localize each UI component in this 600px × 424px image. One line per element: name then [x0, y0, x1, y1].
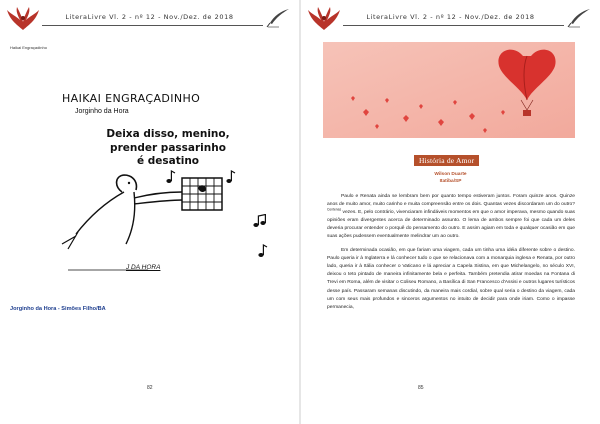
- page-number: 85: [418, 385, 424, 391]
- breadcrumb: Haikai Engraçadinho: [10, 45, 47, 50]
- artist-signature: J DA HORA: [126, 264, 161, 271]
- paragraph: Em determinada ocasião, em que fariam uma viagem, cada um tinha uma idéia diferente sobre o destino. Paulo queria ir à Inglaterra e lá conhecer tudo o que se relacionava com a monarquia inglesa e Renata, por outro lado, queria ir à Itália conhecer o Vaticano e lá apreciar a Capela Sistina, em que Michelangelo, no século XVI, deixou o teto pintado de maneira infinitamente bela e perfeita. Também pretendia atirar moedas na Fontana di Trevi em Roma, além de visitar o Coliseu Romano, a Basílica di San Francesco d'Assisi e outros lugares turísticos desse país. Passaram semanas discutindo, da maneira mais cordial, sobre qual seria o destino da viagem, cada um com seus mais profundos e sinceros argumentos no intuito de decidir para onde iriam. Como o impasse permanecia,: [327, 248, 575, 310]
- verse-line: prender passarinho: [110, 141, 226, 154]
- poem-title: HAIKAI ENGRAÇADINHO: [62, 92, 201, 105]
- author-caption: Jorginho da Hora - Simões Filho/BA: [10, 306, 106, 312]
- story-location: Itatiba/SP: [439, 179, 462, 184]
- quill-pen-icon: [566, 8, 592, 28]
- poem-verse: [88, 128, 248, 169]
- music-note-icon: [253, 214, 267, 228]
- page-header: [307, 6, 594, 32]
- right-page: [301, 0, 600, 424]
- paragraph: [327, 193, 575, 242]
- music-note-icon: [258, 244, 268, 258]
- story-title: História de Amor: [414, 155, 479, 166]
- quill-pen-icon: [265, 8, 291, 28]
- left-page: [0, 0, 299, 424]
- poem-illustration: [48, 84, 288, 284]
- verse-line: Deixa disso, menino,: [106, 128, 230, 140]
- verse-line: é desatino: [136, 155, 200, 167]
- header-rule: [42, 25, 263, 26]
- footnote-mark: Centenas: [327, 207, 342, 212]
- header-title: LiteraLivre Vl. 2 - nº 12 - Nov./Dez. de 2018: [366, 13, 535, 21]
- music-note-icon: [226, 170, 236, 184]
- page-number: 82: [147, 385, 153, 391]
- paragraph-text: vezes. E, pelo contrário, vivenciaram infindáveis momentos em que o amor imperava, mesmo quando suas opiniões eram divergentes acerca de determinado assunto. O lema de ambos sempre foi que cada um deles deveria procurar entender o porquê do pensamento do outro. E assim agiam em toda e qualquer ocasião em que suas ações pudessem eventualmente melindrar um ao outro.: [327, 210, 576, 240]
- heart-balloon-illustration: [323, 42, 575, 138]
- story-body: [327, 193, 575, 317]
- header-title: LiteraLivre Vl. 2 - nº 12 - Nov./Dez. de 2018: [65, 13, 234, 21]
- page-header: [6, 6, 293, 32]
- music-note-icon: [166, 170, 176, 184]
- paragraph-text: Paulo e Renata ainda se lembram bem por quanto tempo estiveram juntos. Foram quinze anos. Quinze anos de muito amor, muito carinho e muita compreensão entre os dois. Quantas vezes discordaram um do outro?: [327, 194, 575, 208]
- header-rule: [343, 25, 564, 26]
- poem-author: Jorginho da Hora: [75, 108, 129, 115]
- story-author: Wilson Duarte: [434, 172, 467, 177]
